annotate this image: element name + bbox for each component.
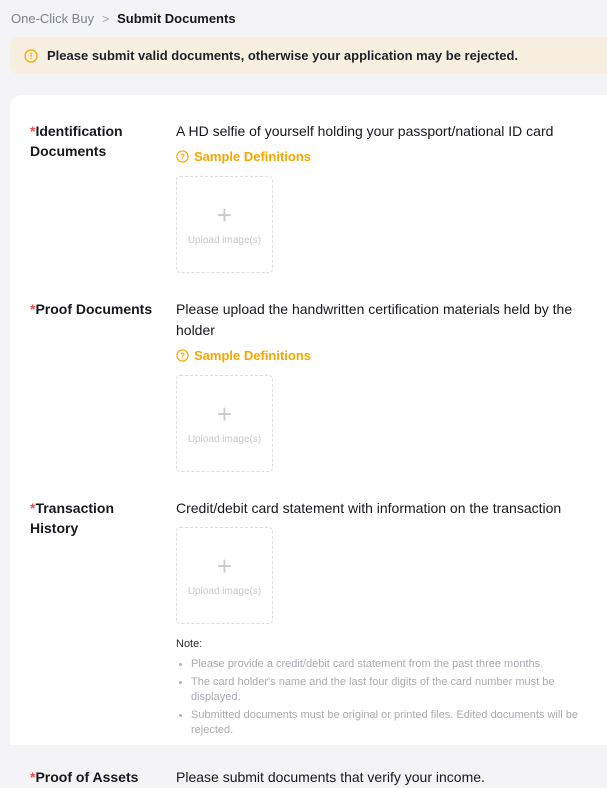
form-row-transaction-history [30,498,591,741]
field-content [176,299,591,472]
upload-dropzone-identification[interactable] [176,176,273,273]
required-asterisk: * [30,301,36,317]
upload-dropzone-transaction-history[interactable] [176,527,273,624]
field-label-proof-documents: *Proof Documents [30,301,153,317]
field-description: A HD selfie of yourself holding your passport/national ID card [176,123,554,139]
form-row-identification-documents [30,121,591,273]
sample-definitions-link[interactable] [176,149,311,164]
form-row-proof-documents [30,299,591,472]
note-item: • Submitted documents must be original or printed files. Edited documents will be rejected. [191,708,591,738]
required-asterisk: * [30,123,36,139]
chevron-right-icon: > [102,11,110,26]
note-block [176,637,591,738]
field-content [176,121,591,273]
breadcrumb [0,0,607,28]
sample-definitions-label: Sample Definitions [194,149,312,164]
field-label-proof-of-assets: *Proof of Assets [30,769,139,785]
required-asterisk: * [30,500,36,516]
upload-label: Upload image(s) [187,585,262,597]
question-circle-icon [176,150,189,163]
note-title: Note: [176,638,203,650]
warning-banner-text: Please submit valid documents, otherwise your application may be rejected. [47,48,519,63]
breadcrumb-current: Submit Documents [117,11,236,26]
note-list [176,657,591,738]
upload-dropzone-proof-documents[interactable] [176,375,273,472]
form-row-proof-of-assets [30,767,591,788]
sample-definitions-label: Sample Definitions [194,348,312,363]
question-circle-icon [176,349,189,362]
field-content [176,767,591,788]
field-content [176,498,591,741]
field-description: Please upload the handwritten certification materials held by the holder [176,301,573,338]
upload-label: Upload image(s) [187,234,262,246]
field-description: Credit/debit card statement with information on the transaction [176,500,562,516]
submit-documents-panel [10,95,607,785]
breadcrumb-parent-link[interactable]: One-Click Buy [11,11,95,26]
plus-icon: + [216,199,233,230]
upload-label: Upload image(s) [187,433,262,445]
field-label-identification-documents: *Identification Documents [30,123,123,159]
svg-text:!: ! [29,50,33,61]
plus-icon: + [216,550,233,581]
warning-banner [10,37,607,74]
field-description: Please submit documents that verify your income. [176,769,485,785]
field-label-transaction-history: *Transaction History [30,500,115,536]
note-item: • Please provide a credit/debit card statement from the past three months. [191,657,591,672]
sample-definitions-link[interactable] [176,348,311,363]
note-item: • The card holder's name and the last four digits of the card number must be displayed. [191,675,591,705]
plus-icon: + [216,398,233,429]
required-asterisk: * [30,769,36,785]
info-circle-icon [24,49,38,63]
svg-text:?: ? [180,152,185,162]
svg-text:?: ? [180,351,185,361]
